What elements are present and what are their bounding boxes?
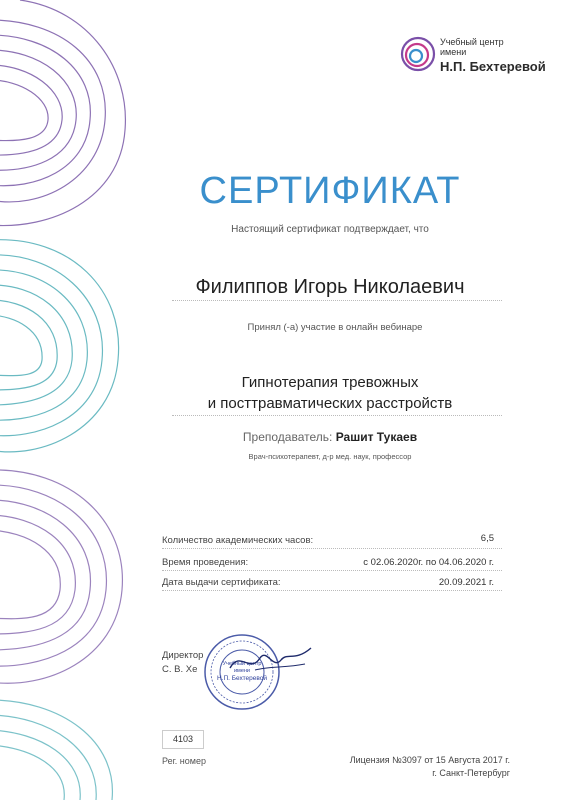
participation-text: Принял (-а) участие в онлайн вебинаре	[247, 322, 423, 333]
period-label: Время проведения:	[162, 557, 249, 568]
spiral-logo-icon	[398, 34, 438, 74]
period-row	[162, 556, 502, 571]
teacher-line	[160, 430, 500, 444]
license-line2: г. Санкт-Петербург	[432, 768, 510, 778]
stamp-center-line1: Учебный центр	[222, 661, 262, 667]
certificate-title: СЕРТИФИКАТ	[199, 170, 461, 212]
recipient-name: Филиппов Игорь Николаевич	[195, 276, 465, 298]
issued-label: Дата выдачи сертификата:	[162, 577, 281, 588]
stamp-center-line2: имени	[233, 668, 251, 674]
webinar-title-line2: и посттравматических расстройств	[207, 395, 453, 412]
hours-label: Количество академических часов:	[162, 535, 314, 546]
director-name: С. В. Хе	[162, 664, 198, 675]
license-line1: Лицензия №3097 от 15 Августа 2017 г.	[349, 755, 510, 765]
director-role: Директор	[162, 650, 204, 661]
fingerprint-swirl-decoration	[0, 0, 150, 800]
stamp-center-line3: Н.П. Бехтеревой	[216, 675, 268, 682]
training-center-logo	[398, 34, 548, 80]
period-value: с 02.06.2020г. по 04.06.2020 г.	[363, 557, 494, 568]
hours-value: 6,5	[480, 533, 494, 544]
name-underline	[172, 300, 502, 301]
license-info	[310, 754, 510, 780]
hours-row	[162, 534, 502, 549]
logo-text-line2: имени	[440, 47, 467, 57]
logo-text-line3: Н.П. Бехтеревой	[440, 59, 546, 74]
webinar-underline	[172, 415, 502, 416]
webinar-title-line1: Гипнотерапия тревожных	[241, 374, 419, 391]
issued-value: 20.09.2021 г.	[438, 577, 494, 588]
teacher-name: Рашит Тукаев	[335, 430, 418, 444]
certificate-subtitle: Настоящий сертификат подтверждает, что	[231, 224, 429, 235]
webinar-title	[160, 372, 500, 414]
logo-text-line1: Учебный центр	[440, 37, 504, 47]
director-signature	[222, 640, 315, 680]
teacher-label: Преподаватель:	[242, 430, 333, 444]
teacher-description: Врач-психотерапевт, д-р мед. наук, профессор	[248, 452, 412, 461]
registration-label: Рег. номер	[162, 756, 206, 766]
registration-number: 4103	[162, 730, 204, 749]
issued-row	[162, 576, 502, 591]
